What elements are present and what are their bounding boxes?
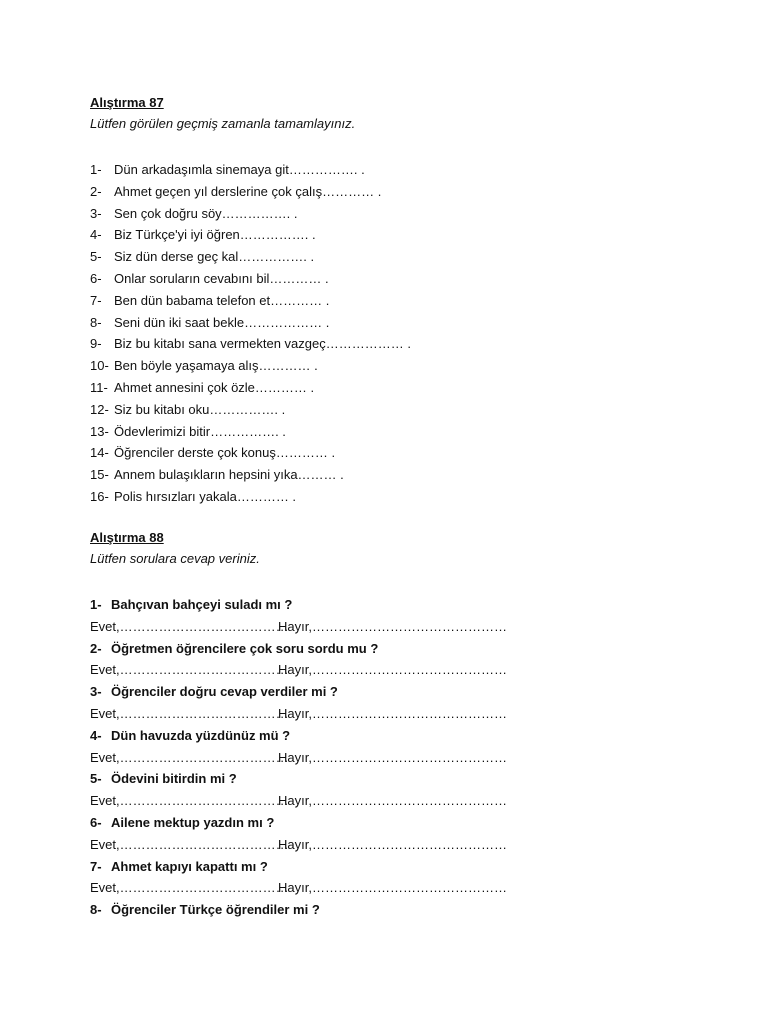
exercise-item — [90, 486, 730, 508]
item-text: Biz bu kitabı sana vermekten vazgeç……………… . — [114, 336, 411, 352]
item-number: 13- — [90, 423, 109, 439]
question-number: 8- — [90, 902, 102, 918]
item-number: 14- — [90, 445, 109, 461]
exercise-88-instruction: Lütfen sorulara cevap veriniz. — [90, 551, 260, 566]
question-text: Öğrenciler doğru cevap verdiler mi ? — [111, 684, 338, 700]
question-text: Ahmet kapıyı kapattı mı ? — [111, 858, 268, 874]
answer-yes-blank[interactable]: Evet,………………………………… — [90, 793, 289, 809]
question-number: 5- — [90, 771, 102, 787]
item-text: Öğrenciler derste çok konuş………… . — [114, 445, 336, 461]
answer-no-blank[interactable]: Hayır,……………………………………… — [278, 705, 507, 721]
exercise-item — [90, 333, 730, 355]
exercise-87-instruction: Lütfen görülen geçmiş zamanla tamamlayınız. — [90, 116, 356, 131]
answer-no-blank[interactable]: Hayır,……………………………………… — [278, 662, 507, 678]
exercise-item — [90, 312, 730, 334]
question-row — [90, 812, 730, 834]
item-text: Ben dün babama telefon et………… . — [114, 292, 330, 308]
answer-row — [90, 834, 730, 856]
item-text: Seni dün iki saat bekle……………… . — [114, 314, 330, 330]
answer-row — [90, 790, 730, 812]
exercise-item — [90, 159, 730, 181]
answer-no-blank[interactable]: Hayır,……………………………………… — [278, 880, 507, 896]
answer-no-blank[interactable]: Hayır,……………………………………… — [278, 749, 507, 765]
answer-yes-blank[interactable]: Evet,………………………………… — [90, 618, 289, 634]
answer-row — [90, 659, 730, 681]
item-text: Ahmet annesini çok özle………… . — [114, 379, 315, 395]
answer-row — [90, 877, 730, 899]
exercise-item — [90, 442, 730, 464]
exercise-item — [90, 203, 730, 225]
item-text: Biz Türkçe'yi iyi öğren……………. . — [114, 227, 316, 243]
question-number: 7- — [90, 858, 102, 874]
exercise-item — [90, 355, 730, 377]
question-number: 2- — [90, 640, 102, 656]
item-text: Ahmet geçen yıl derslerine çok çalış………… . — [114, 183, 382, 199]
exercise-item — [90, 246, 730, 268]
item-number: 10- — [90, 358, 109, 374]
exercise-item — [90, 377, 730, 399]
exercise-item — [90, 399, 730, 421]
question-text: Bahçıvan bahçeyi suladı mı ? — [111, 597, 293, 612]
question-row — [90, 725, 730, 747]
answer-yes-blank[interactable]: Evet,………………………………… — [90, 705, 289, 721]
item-text: Onlar soruların cevabını bil………… . — [114, 270, 329, 286]
item-text: Ödevlerimizi bitir……………. . — [114, 423, 286, 439]
exercise-item — [90, 268, 730, 290]
exercise-87 — [90, 95, 730, 508]
question-row — [90, 681, 730, 703]
answer-row — [90, 616, 730, 638]
question-row — [90, 638, 730, 660]
exercise-87-title: Alıştırma 87 — [90, 95, 164, 110]
answer-no-blank[interactable]: Hayır,……………………………………… — [278, 836, 507, 852]
question-row — [90, 899, 730, 921]
exercise-item — [90, 290, 730, 312]
question-text: Ailene mektup yazdın mı ? — [111, 814, 275, 830]
answer-yes-blank[interactable]: Evet,………………………………… — [90, 662, 289, 678]
question-text: Dün havuzda yüzdünüz mü ? — [111, 727, 291, 743]
question-text: Öğrenciler Türkçe öğrendiler mi ? — [111, 902, 320, 918]
answer-yes-blank[interactable]: Evet,………………………………… — [90, 749, 289, 765]
item-number: 9- — [90, 336, 102, 352]
exercise-item — [90, 421, 730, 443]
item-number: 3- — [90, 205, 102, 221]
question-number: 4- — [90, 727, 102, 743]
answer-yes-blank[interactable]: Evet,………………………………… — [90, 836, 289, 852]
answer-no-blank[interactable]: Hayır,……………………………………… — [278, 793, 507, 809]
question-number: 3- — [90, 684, 102, 700]
item-text: Ben böyle yaşamaya alış………… . — [114, 358, 318, 374]
exercise-88 — [90, 530, 730, 921]
item-text: Polis hırsızları yakala………… . — [114, 488, 297, 504]
item-text: Siz bu kitabı oku……………. . — [114, 401, 286, 417]
answer-row — [90, 703, 730, 725]
question-row — [90, 856, 730, 878]
question-text: Öğretmen öğrencilere çok soru sordu mu ? — [111, 640, 379, 656]
question-number: 6- — [90, 814, 102, 830]
question-number: 1- — [90, 597, 102, 612]
exercise-88-title: Alıştırma 88 — [90, 530, 164, 545]
answer-yes-blank[interactable]: Evet,………………………………… — [90, 880, 289, 896]
item-number: 12- — [90, 401, 109, 417]
answer-no-blank[interactable]: Hayır,……………………………………… — [278, 618, 507, 634]
item-number: 11- — [90, 379, 108, 395]
item-number: 2- — [90, 183, 102, 199]
exercise-87-list — [90, 159, 730, 508]
item-text: Siz dün derse geç kal……………. . — [114, 249, 315, 265]
item-number: 7- — [90, 292, 102, 308]
item-text: Annem bulaşıkların hepsini yıka……… . — [114, 467, 344, 483]
question-row — [90, 594, 730, 616]
item-number: 16- — [90, 488, 109, 504]
item-number: 4- — [90, 227, 102, 243]
item-number: 1- — [90, 162, 102, 177]
item-text: Dün arkadaşımla sinemaya git……………. . — [114, 162, 365, 177]
exercise-88-list — [90, 594, 730, 921]
answer-row — [90, 747, 730, 769]
exercise-item — [90, 181, 730, 203]
exercise-item — [90, 464, 730, 486]
exercise-item — [90, 224, 730, 246]
item-number: 15- — [90, 467, 109, 483]
item-text: Sen çok doğru söy……………. . — [114, 205, 298, 221]
question-row — [90, 768, 730, 790]
question-text: Ödevini bitirdin mi ? — [111, 771, 237, 787]
item-number: 6- — [90, 270, 102, 286]
item-number: 8- — [90, 314, 102, 330]
item-number: 5- — [90, 249, 102, 265]
